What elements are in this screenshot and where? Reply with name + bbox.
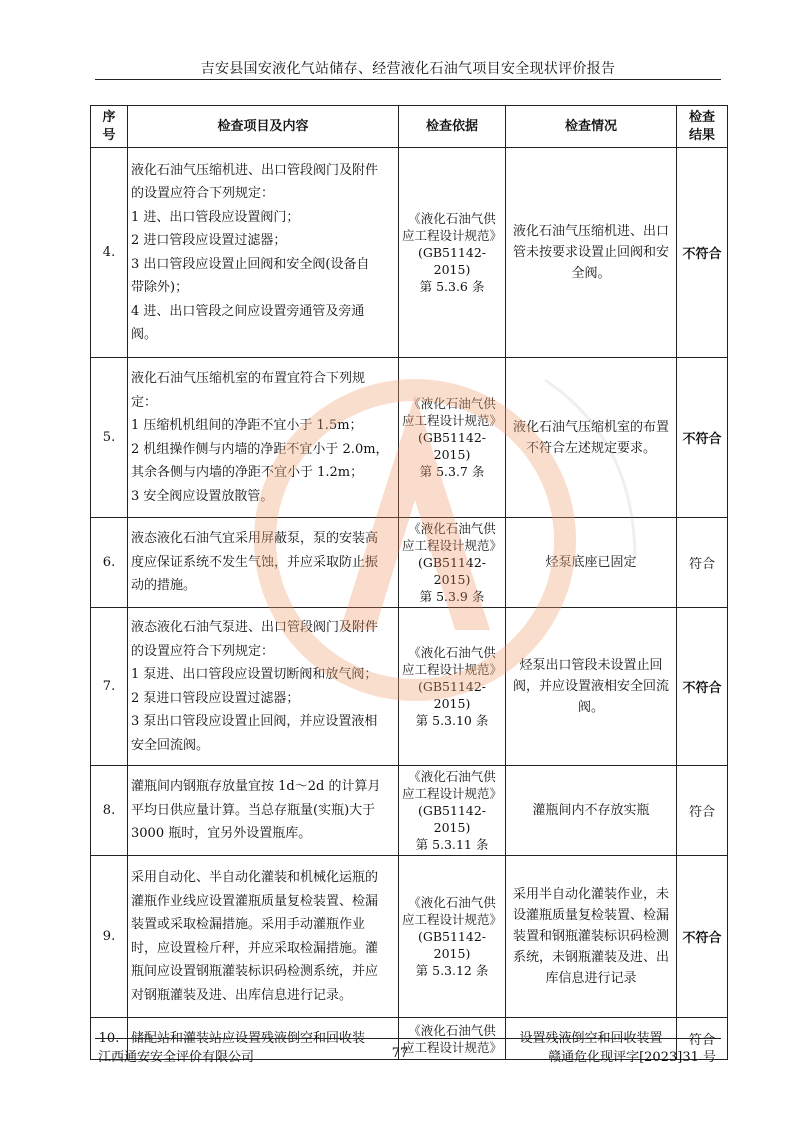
item-line: 的设置应符合下列规定：	[131, 186, 275, 201]
item-line: 采用自动化、半自动化灌装和机械化运瓶的	[131, 870, 379, 885]
table-row	[91, 518, 728, 608]
row-finding: 烃泵底座已固定	[506, 518, 677, 608]
footer-page-number: 77	[391, 1046, 409, 1061]
row-number: 8.	[91, 766, 128, 856]
basis-line: 《液化石油气供	[408, 521, 496, 536]
row-number: 4.	[91, 148, 128, 358]
item-line: 定：	[131, 394, 158, 410]
row-number: 6.	[91, 518, 128, 608]
basis-line: 《液化石油气供	[408, 769, 496, 784]
item-line: 灌瓶作业线应设置灌瓶质量复检装置、检漏	[131, 893, 379, 909]
col-header-basis: 检查依据	[399, 106, 506, 148]
basis-line: 第 5.3.6 条	[419, 279, 485, 294]
table-row	[91, 608, 728, 766]
basis-line: 应工程设计规范》	[402, 786, 503, 801]
item-line: 4 进、出口管段之间应设置旁通管及旁通	[131, 303, 365, 319]
basis-line: 应工程设计规范》	[402, 1039, 503, 1055]
row-item-content	[128, 608, 399, 766]
basis-line: 《液化石油气供	[408, 645, 496, 660]
row-finding: 液化石油气压缩机室的布置不符合左述规定要求。	[506, 358, 677, 518]
basis-line: (GB51142-2015)	[417, 555, 487, 587]
row-number: 9.	[91, 856, 128, 1018]
row-item-content	[128, 518, 399, 608]
basis-line: 第 5.3.9 条	[419, 589, 485, 604]
row-result: 不符合	[677, 148, 728, 358]
item-line: 2 机组操作侧与内墙的净距不宜小于 2.0m，	[131, 441, 389, 457]
basis-line: 第 5.3.7 条	[419, 464, 485, 479]
basis-line: 第 5.3.10 条	[415, 713, 489, 728]
basis-line: 应工程设计规范》	[402, 413, 503, 428]
row-result: 不符合	[677, 608, 728, 766]
basis-line: 《液化石油气供	[408, 895, 496, 910]
row-basis	[399, 358, 506, 518]
item-line: 度应保证系统不发生气蚀，并应采取防止振	[131, 554, 379, 570]
col-header-item: 检查项目及内容	[128, 106, 399, 148]
row-item-content	[128, 148, 399, 358]
item-line: 对钢瓶灌装及进、出库信息进行记录。	[131, 987, 353, 1003]
item-line: 液态液化石油气宜采用屏蔽泵，泵的安装高	[131, 531, 379, 547]
item-line: 2 泵进口管段应设置过滤器；	[131, 690, 300, 706]
row-finding: 采用半自动化灌装作业，未设灌瓶质量复检装置、检漏装置和钢瓶灌装标识码检测系统，未钢瓶灌装及进、出库信息进行记录	[506, 856, 677, 1018]
row-item-content	[128, 766, 399, 856]
basis-line: 《液化石油气供	[408, 396, 496, 411]
row-finding: 设置残液倒空和回收装置	[506, 1018, 677, 1060]
col-header-finding: 检查情况	[506, 106, 677, 148]
row-result: 符合	[677, 518, 728, 608]
item-line: 动的措施。	[131, 578, 197, 594]
item-line: 1 压缩机机组间的净距不宜小于 1.5m；	[131, 418, 363, 433]
table-header-row	[91, 106, 728, 148]
item-line: 安全回流阀。	[131, 737, 210, 753]
row-number: 10.	[91, 1018, 128, 1060]
item-line: 装置或采取检漏措施。采用手动灌瓶作业	[131, 917, 366, 932]
col-header-no-line1: 序	[102, 109, 116, 125]
row-finding: 液化石油气压缩机进、出口管未按要求设置止回阀和安全阀。	[506, 148, 677, 358]
item-line: 平均日供应量计算。当总存瓶量(实瓶)大于	[131, 802, 376, 818]
item-line: 1 进、出口管段应设置阀门；	[131, 209, 300, 225]
table-row	[91, 148, 728, 358]
row-result: 符合	[677, 766, 728, 856]
footer-divider	[95, 1038, 721, 1039]
item-line: 液化石油气压缩机室的布置宜符合下列规	[131, 371, 366, 386]
row-finding: 烃泵出口管段未设置止回阀，并应设置液相安全回流阀。	[506, 608, 677, 766]
item-line: 阀。	[131, 327, 158, 342]
row-result: 不符合	[677, 358, 728, 518]
basis-line: 第 5.3.11 条	[415, 837, 489, 852]
row-number: 7.	[91, 608, 128, 766]
item-line: 的设置应符合下列规定：	[131, 643, 275, 659]
basis-line: 应工程设计规范》	[402, 228, 503, 243]
item-line: 3 安全阀应设置放散管。	[131, 488, 274, 504]
basis-line: (GB51142-2015)	[417, 803, 487, 835]
table-row	[91, 856, 728, 1018]
table-row	[91, 358, 728, 518]
footer-doc-number: 赣通危化现评字[2023]31 号	[548, 1050, 716, 1065]
row-result: 不符合	[677, 856, 728, 1018]
item-line: 1 泵进、出口管段应设置切断阀和放气阀；	[131, 667, 378, 682]
row-basis	[399, 148, 506, 358]
page-header-title: 吉安县国安液化气站储存、经营液化石油气项目安全现状评价报告	[200, 61, 616, 77]
basis-line: (GB51142-2015)	[417, 679, 487, 711]
row-finding: 灌瓶间内不存放实瓶	[506, 766, 677, 856]
row-basis	[399, 766, 506, 856]
item-line: 瓶间应设置钢瓶灌装标识码检测系统，并应	[131, 964, 379, 979]
item-line: 灌瓶间内钢瓶存放量宜按 1d～2d 的计算月	[131, 779, 381, 795]
basis-line: 应工程设计规范》	[402, 538, 503, 553]
col-header-result-line1: 检查	[688, 109, 715, 125]
item-line: 2 进口管段应设置过滤器；	[131, 233, 287, 248]
row-basis	[399, 856, 506, 1018]
col-header-result	[677, 106, 728, 148]
item-line: 3000 瓶时，宜另外设置瓶库。	[131, 826, 312, 842]
col-header-no-line2: 号	[102, 127, 116, 143]
header-divider	[95, 79, 721, 80]
basis-line: (GB51142-2015)	[417, 430, 487, 462]
item-line: 3 泵出口管段应设置止回阀，并应设置液相	[131, 714, 378, 729]
item-line: 时，应设置检斤秤，并应采取检漏措施。灌	[131, 940, 379, 956]
basis-line: (GB51142-2015)	[417, 929, 487, 961]
basis-line: 《液化石油气供	[408, 1022, 496, 1038]
col-header-no	[91, 106, 128, 148]
row-basis	[399, 518, 506, 608]
basis-line: 第 5.3.12 条	[415, 963, 489, 978]
row-item-content	[128, 358, 399, 518]
item-line: 储配站和灌装站应设置残液倒空和回收装	[131, 1030, 366, 1046]
row-number: 5.	[91, 358, 128, 518]
basis-line: (GB51142-2015)	[417, 245, 487, 277]
basis-line: 《液化石油气供	[408, 211, 496, 226]
basis-line: 应工程设计规范》	[402, 912, 503, 927]
inspection-table	[90, 105, 728, 1060]
footer-company: 江西通安安全评价有限公司	[98, 1050, 255, 1065]
item-line: 液态液化石油气泵进、出口管段阀门及附件	[131, 620, 379, 635]
row-result: 符合	[677, 1018, 728, 1060]
table-row	[91, 766, 728, 856]
item-line: 3 出口管段应设置止回阀和安全阀(设备自	[131, 256, 370, 272]
basis-line: 应工程设计规范》	[402, 662, 503, 677]
row-item-content	[128, 856, 399, 1018]
row-basis	[399, 608, 506, 766]
item-line: 带除外)；	[131, 280, 189, 295]
col-header-result-line2: 结果	[688, 127, 715, 143]
item-line: 其余各侧与内墙的净距不宜小于 1.2m；	[131, 465, 364, 480]
item-line: 液化石油气压缩机进、出口管段阀门及附件	[131, 162, 379, 178]
